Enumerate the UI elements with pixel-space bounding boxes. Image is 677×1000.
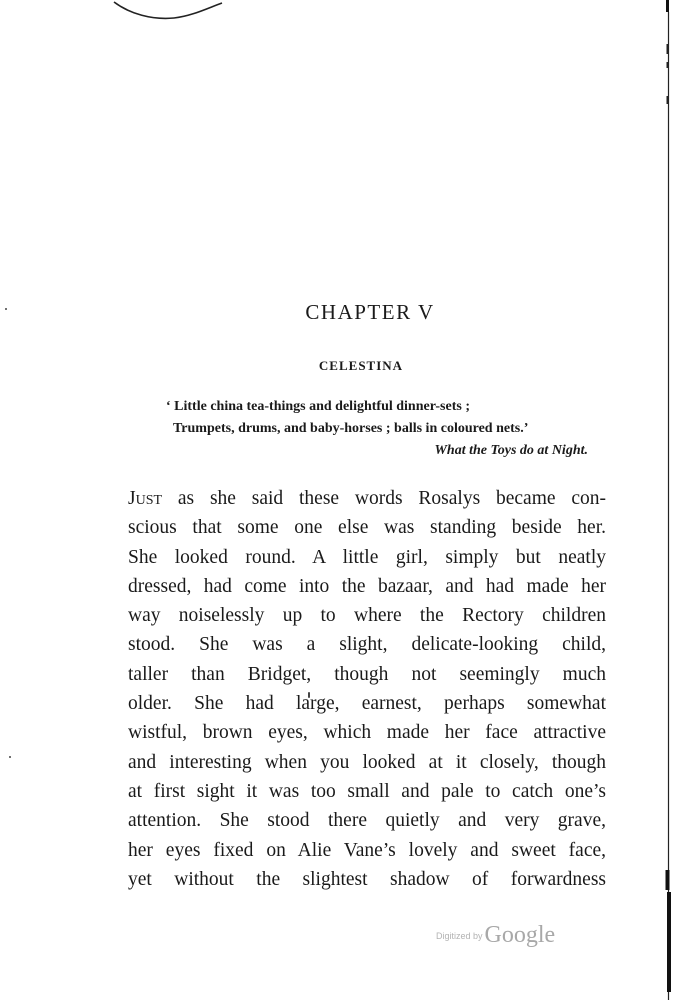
scan-speck [9,756,11,758]
body-line-text: as she said these words Rosalys became con- [162,488,606,509]
body-line: attention. She stood there quietly and very grave, [128,810,606,832]
body-line: She looked round. A little girl, simply but neatly [128,546,606,568]
watermark-small-text: Digitized by [436,931,483,941]
drop-word: Just [128,488,163,509]
body-line: yet without the slightest shadow of forwardness [128,868,606,890]
page-edge-shadow [660,0,677,1000]
body-line: older. She had large, earnest, perhaps somewhat [128,693,606,715]
body-line: scious that some one else was standing beside her. [128,517,606,539]
chapter-heading: CHAPTER V [305,300,435,324]
chapter-subtitle: CELESTINA [318,358,404,373]
digitized-watermark [436,922,555,949]
body-line: stood. She was a slight, delicate-looking child, [128,634,606,656]
google-logo: Google [484,922,556,948]
scan-edge-curve [112,0,224,24]
body-line: way noiselessly up to where the Rectory children [128,605,606,627]
body-line: at first sight it was too small and pale to catch one’s [128,780,606,802]
body-line: wistful, brown eyes, which made her face attractive [128,722,606,744]
body-paragraph [128,484,606,894]
epigraph-attribution: What the Toys do at Night. [434,443,588,458]
body-line [128,484,606,513]
epigraph [130,396,600,462]
body-line: dressed, had come into the bazaar, and had made her [128,575,606,597]
body-line: taller than Bridget, though not seemingly much [128,663,606,685]
epigraph-line: Trumpets, drums, and baby-horses ; balls in coloured nets.’ [173,421,529,436]
epigraph-line: ‘ Little china tea-things and delightful dinner-sets ; [166,399,470,414]
body-line: and interesting when you looked at it closely, though [128,751,606,773]
body-line: her eyes fixed on Alie Vane’s lovely and sweet face, [128,839,606,861]
